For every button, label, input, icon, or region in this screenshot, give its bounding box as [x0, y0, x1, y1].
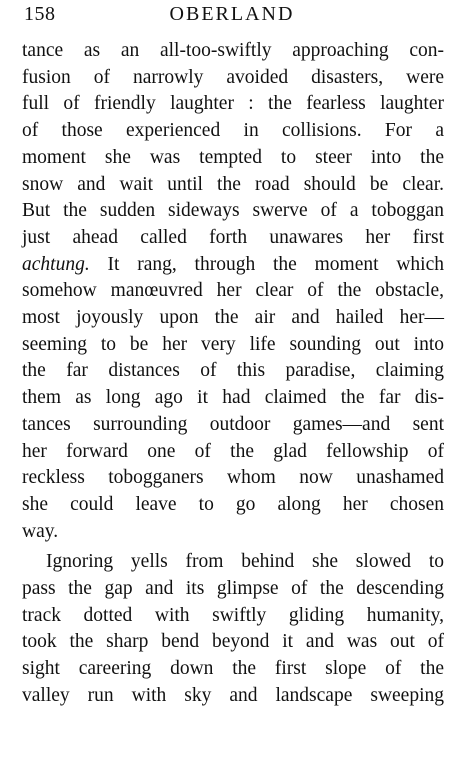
- text-line: took the sharp bend beyond it and was out of: [22, 631, 444, 653]
- text-line: most joyously upon the air and hailed her—: [22, 307, 444, 329]
- text-line: pass the gap and its glimpse of the descending: [22, 578, 444, 600]
- text-line: moment she was tempted to steer into the: [22, 146, 444, 168]
- text-line: reckless tobogganers whom now unashamed: [22, 467, 444, 489]
- text-line: snow and wait until the road should be clear.: [22, 173, 444, 195]
- text-line: tance as an all-too-swiftly approaching con-: [22, 40, 444, 61]
- body-text: [22, 38, 444, 710]
- text-line: valley run with sky and landscape sweeping: [22, 684, 444, 706]
- text-line: way.: [22, 520, 59, 542]
- text-line: she could leave to go along her chosen: [22, 493, 444, 515]
- text-line: sight careering down the first slope of the: [22, 658, 444, 680]
- text-line: the far distances of this paradise, claiming: [22, 360, 444, 382]
- page-header: [0, 3, 464, 29]
- text-line: fusion of narrowly avoided disasters, were: [22, 66, 444, 88]
- text-line-mixed: [22, 252, 444, 279]
- text-line: just ahead called forth unawares her first: [22, 226, 444, 248]
- text-line: tances surrounding outdoor games—and sent: [22, 413, 444, 435]
- text-line: them as long ago it had claimed the far dis-: [22, 387, 444, 409]
- paragraph-2: [22, 549, 444, 709]
- text-line: somehow manœuvred her clear of the obstacle,: [22, 280, 444, 302]
- text-line: track dotted with swiftly gliding humanity,: [22, 604, 444, 626]
- text-line: of those experienced in collisions. For a: [22, 120, 444, 142]
- paragraph-1: [22, 38, 444, 545]
- text-line: But the sudden sideways swerve of a toboggan: [22, 200, 444, 222]
- running-head: OBERLAND: [169, 3, 295, 25]
- italic-word: achtung.: [22, 253, 90, 275]
- text-line: full of friendly laughter : the fearless laughter: [22, 93, 444, 115]
- text-line-rest: It rang, through the moment which: [89, 253, 444, 275]
- text-line: seeming to be her very life sounding out into: [22, 333, 444, 355]
- text-line: her forward one of the glad fellowship of: [22, 440, 444, 462]
- text-line: Ignoring yells from behind she slowed to: [46, 551, 444, 573]
- page-number: 158: [24, 3, 56, 25]
